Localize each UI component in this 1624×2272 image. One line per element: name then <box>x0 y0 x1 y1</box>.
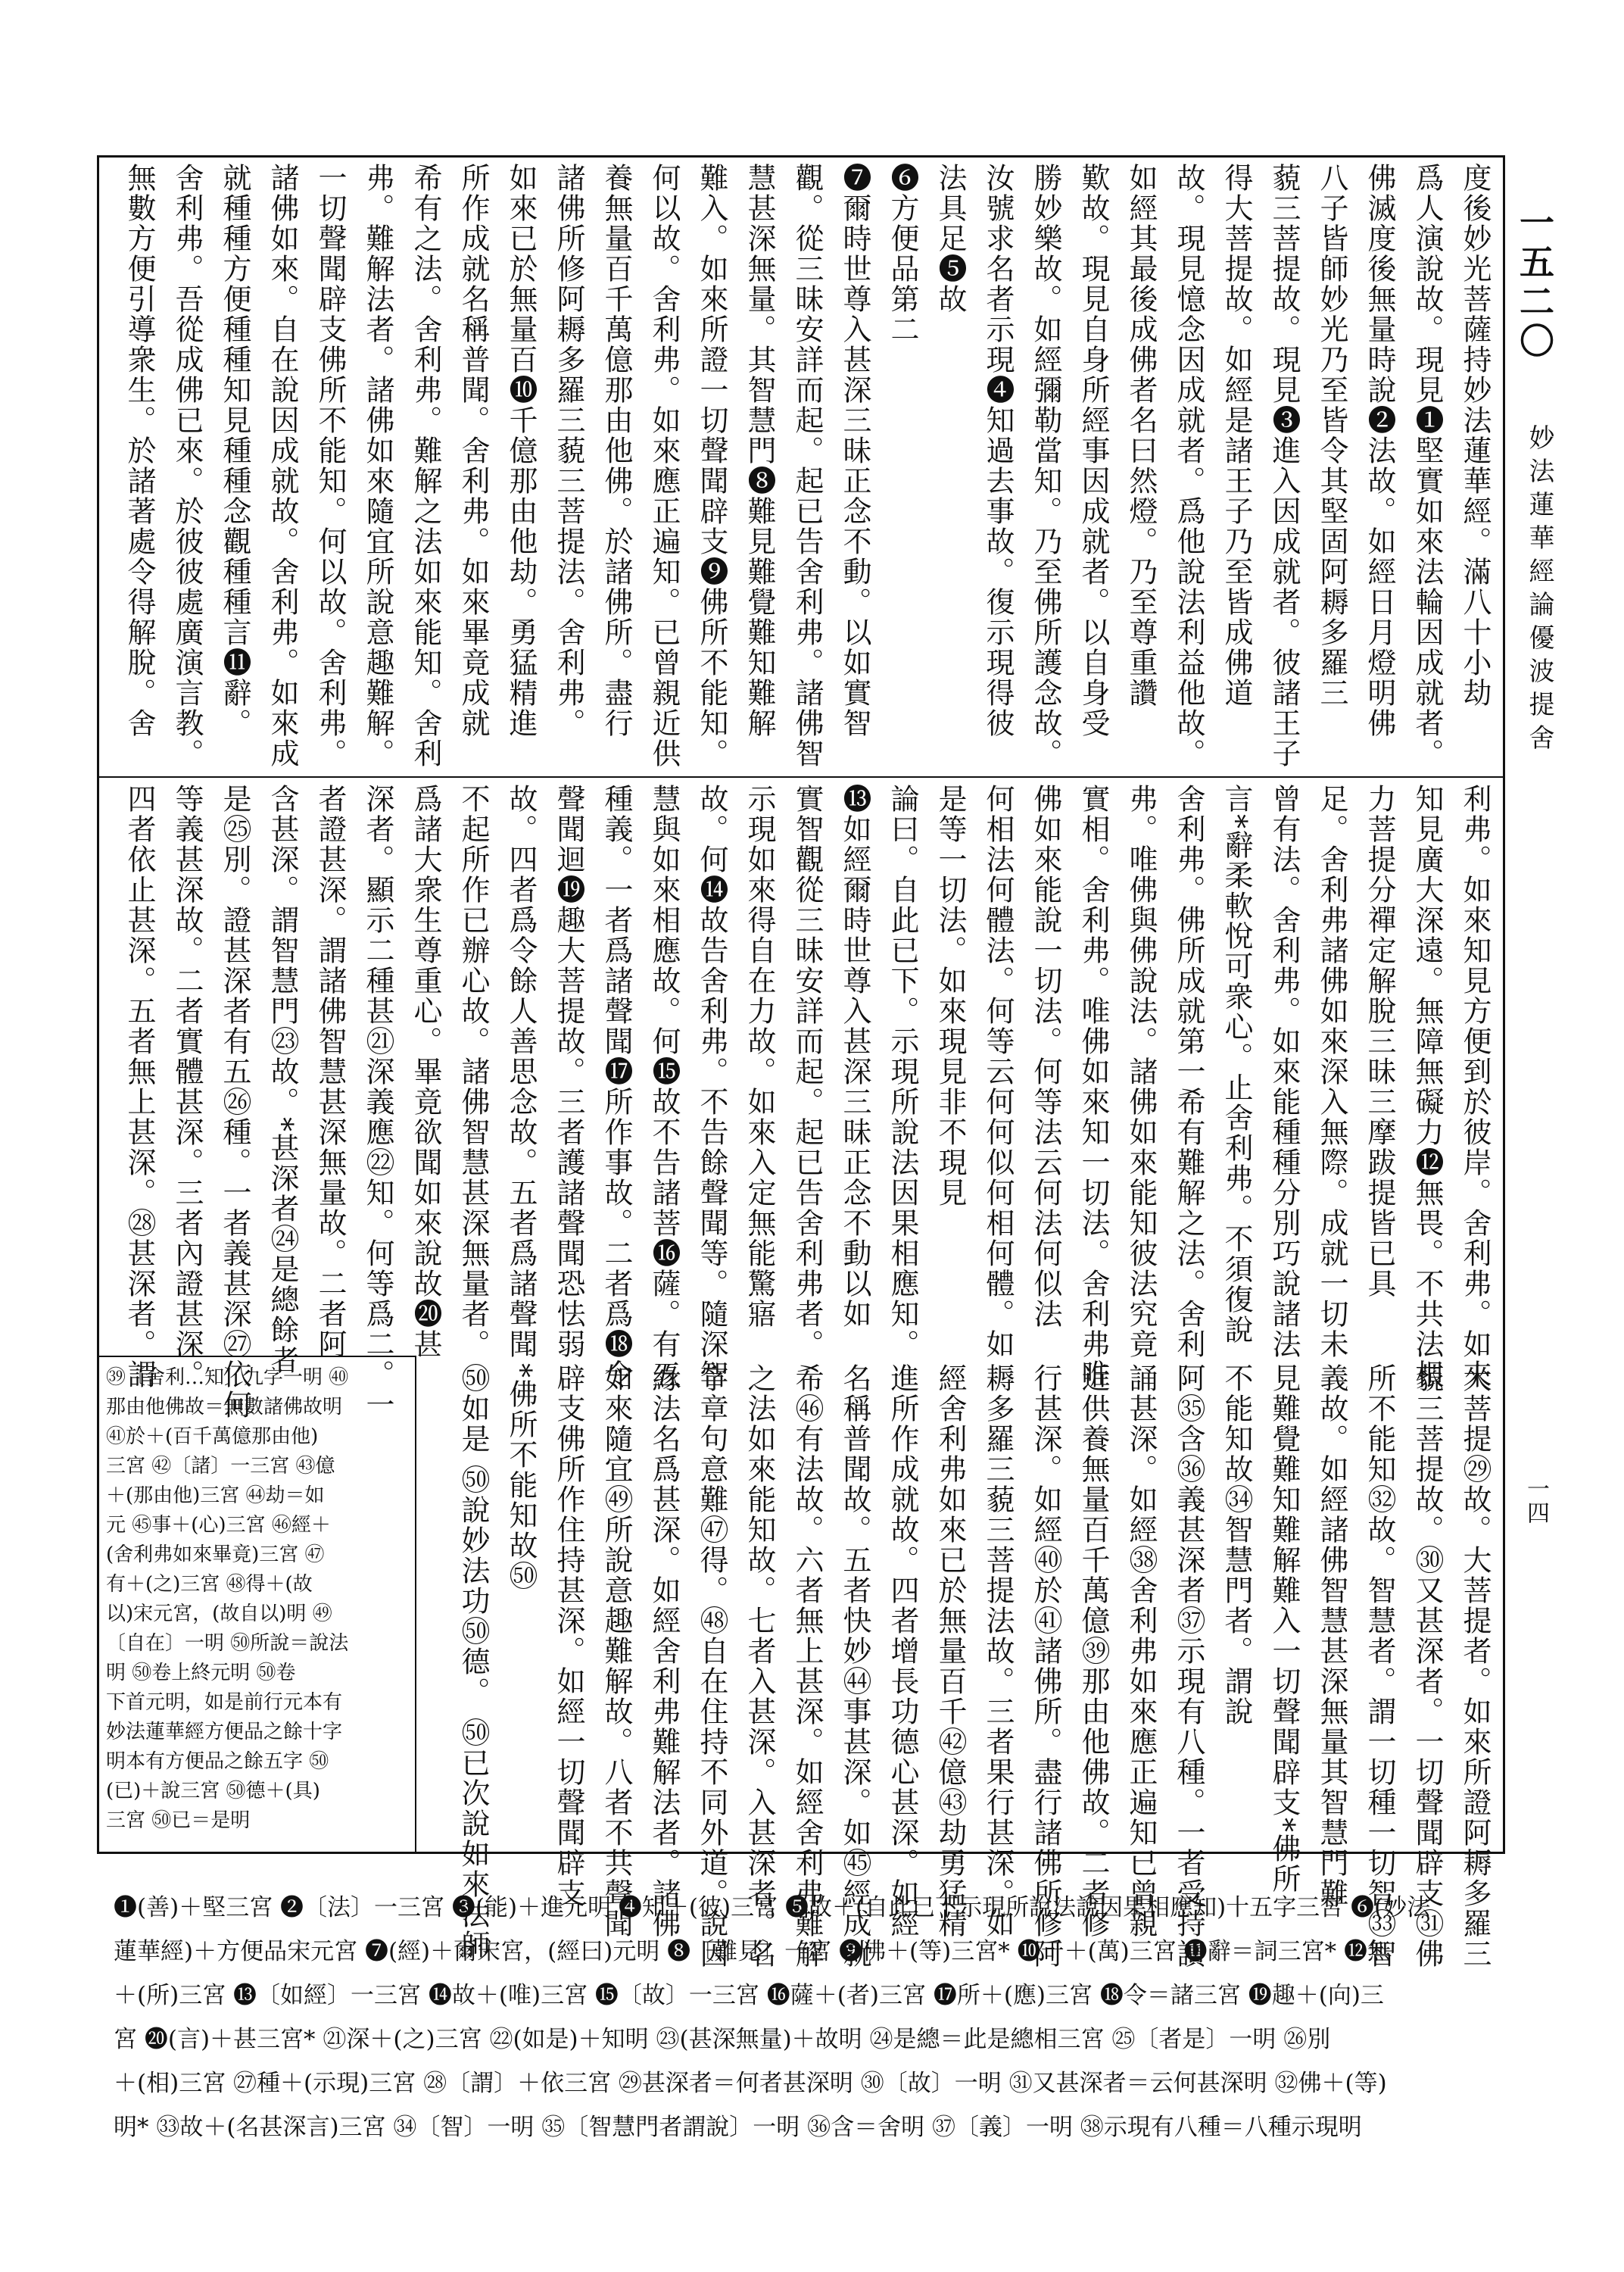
lower-columns-line: 阿㉟含㊱義甚深者㊲示現有八種。一者受持讀 <box>1172 1363 1205 1969</box>
bottom-notes <box>114 1886 1499 2149</box>
upper-columns-line: 故。現見憶念因成就者。爲他說法利益他故。 <box>1172 163 1205 769</box>
upper-columns-line: 弗。難解法者。諸佛如來隨宜所說意趣難解。 <box>361 163 394 769</box>
bottom-note-line: ＋(所)三宮 ⓭〔如經〕一三宮 ⓮故＋(唯)三宮 ⓯〔故〕一三宮 ⓰薩＋(者)三宮 ⓱所＋(應)三宮 ⓲令＝諸三宮 ⓳趣＋(向)三 <box>114 1982 1384 2009</box>
upper-columns-line: 得大菩提故。如經是諸王子乃至皆成佛道 <box>1220 163 1253 708</box>
left-note-line: ㊶於＋(百千萬億那由他) <box>106 1425 319 1448</box>
upper-columns-line: 難入。如來所證一切聲聞辟支❾佛所不能知。 <box>695 163 728 769</box>
lower-columns-line: ㊿如是 ㊿說妙法功㊿德。 ㊿已次說如來法師 <box>457 1363 490 1961</box>
middle-columns-line: 足。舍利弗諸佛如來深入無際。成就一切未 <box>1315 784 1348 1359</box>
middle-columns-line: 種義。一者爲諸聲聞⓱所作事故。二者爲⓲令 <box>600 784 633 1390</box>
upper-columns-line: 如來已於無量百❿千億那由他劫。勇猛精進 <box>504 163 538 738</box>
left-note-line: (舍利弗如來畢竟)三宮 ㊼ <box>106 1543 325 1566</box>
middle-columns-line: 曾有法。舍利弗。如來能種種分別巧說諸法 <box>1267 784 1301 1359</box>
middle-columns-line: 聲聞迴⓳趣大菩提故。三者護諸聲聞恐怯弱 <box>552 784 585 1359</box>
upper-columns-line: 如經其最後成佛者名曰然燈。乃至尊重讚 <box>1124 163 1158 708</box>
upper-columns-line: 諸佛所修阿耨多羅三藐三菩提法。舍利弗。 <box>552 163 585 738</box>
middle-columns-line: 深者。顯示二種甚㉑深義應㉒知。何等爲二。一 <box>361 784 394 1420</box>
bottom-note-line: 宮 ⓴(言)＋甚三宮* ㉑深＋(之)三宮 ㉒(如是)＋知明 ㉓(甚深無量)＋故明 ㉔是總＝此是總相三宮 ㉕〔者是〕一明 ㉖別 <box>114 2026 1331 2053</box>
upper-columns-line: 佛滅度後無量時說❷法故。如經日月燈明佛 <box>1363 163 1396 738</box>
middle-columns-line: 知見廣大深遠。無障無礙力⓬無畏。不共法根 <box>1410 784 1444 1390</box>
middle-columns-line: 是㉕別。證甚深者有五㉖種。一者義甚深㉗依何 <box>218 784 251 1420</box>
lower-columns-line: 行甚深。如經㊵於㊶諸佛所。盡行諸佛所修阿 <box>1029 1363 1062 1969</box>
upper-columns-line: 歎故。現見自身所經事因成就者。以自身受 <box>1077 163 1110 738</box>
left-note-line: 下首元明，如是前行元本有 <box>106 1691 343 1714</box>
bottom-note-line: 蓮華經)＋方便品宋元宮 ❼(經)＋爾宋宮，(經曰)元明 ❽〔難見〕一宮 ❾佛＋(等)三宮* ❿千＋(萬)三宮 ⓫辭＝詞三宮* ⓬無 <box>114 1938 1391 1965</box>
upper-columns-line: 一切聲聞辟支佛所不能知。何以故。舍利弗。 <box>313 163 347 769</box>
notes-divider <box>415 1356 416 1854</box>
page-number: 一五二〇 <box>1514 204 1555 362</box>
middle-columns-line: 言*辭柔軟悅可衆心。止舍利弗。不須復說 <box>1220 784 1253 1345</box>
left-note-line: ＋(那由他)三宮 ㊹劫＝如 <box>106 1484 325 1507</box>
lower-columns-line: 辟支佛所作住持甚深。如經一切聲聞辟支 <box>552 1363 585 1908</box>
middle-columns-line: 爲諸大衆生尊重心。畢竟欲聞如來說故⓴甚 <box>409 784 442 1359</box>
upper-columns-line: 藐三菩提故。現見❸進入因成就者。彼諸王子 <box>1267 163 1301 769</box>
left-note-line: 妙法蓮華經方便品之餘十字 <box>106 1721 343 1743</box>
left-note-line: 有＋(之)三宮 ㊽得＋(故 <box>106 1573 313 1596</box>
middle-columns-line: ⓭如經爾時世尊入甚深三昧正念不動以如 <box>838 784 871 1329</box>
left-note-line: 明 ㊿卷上終元明 ㊿卷 <box>106 1662 296 1684</box>
upper-columns-line: 何以故。舍利弗。如來應正遍知。已曾親近供 <box>647 163 681 769</box>
lower-columns-line: 不能知故㉞智慧門者。謂說 <box>1220 1363 1253 1727</box>
middle-columns-line: 故。四者爲令餘人善思念故。五者爲諸聲聞 <box>504 784 538 1359</box>
upper-columns-line: 舍利弗。吾從成佛已來。於彼彼處廣演言教。 <box>170 163 204 769</box>
lower-columns-line: *佛所不能知故㊿ <box>504 1363 538 1591</box>
upper-columns-line: 爲人演說故。現見❶堅實如來法輪因成就者。 <box>1410 163 1444 769</box>
lower-columns-line: 緣法名爲甚深。如經舍利弗難解法者。諸佛 <box>647 1363 681 1939</box>
upper-columns-line: 所作成就名稱普聞。舍利弗。如來畢竟成就 <box>457 163 490 738</box>
upper-columns-line: 養無量百千萬億那由他佛。於諸佛所。盡行 <box>600 163 633 738</box>
middle-columns-line: 何相法何體法。何等云何何似何相何體。如 <box>981 784 1015 1359</box>
middle-columns-line: 含甚深。謂智慧門㉓故。*甚深者㉔是總餘者 <box>266 784 299 1375</box>
lower-columns-line: 字章句意難㊼得。㊽自在住持不同外道。說因 <box>695 1363 728 1969</box>
upper-columns-line: ❼爾時世尊入甚深三昧正念不動。以如實智 <box>838 163 871 738</box>
middle-columns-line: 慧與如來相應故。何⓯故不告諸菩⓰薩。有五 <box>647 784 681 1390</box>
upper-columns-line: 度後妙光菩薩持妙法蓮華經。滿八十小劫 <box>1458 163 1492 708</box>
middle-columns-line: 實相。舍利弗。唯佛如來知一切法。舍利弗唯 <box>1077 784 1110 1390</box>
middle-columns-line: 弗。唯佛與佛說法。諸佛如來能知彼法究竟 <box>1124 784 1158 1359</box>
middle-columns-line: 力菩提分禪定解脫三昧三摩跋提皆已具 <box>1363 784 1396 1299</box>
lower-columns-line: 近供養無量百千萬億㊴那由他佛故。二者修 <box>1077 1363 1110 1939</box>
upper-columns-line: 法具足❺故 <box>934 163 967 314</box>
middle-columns-line: 舍利弗。佛所成就第一希有難解之法。舍利 <box>1172 784 1205 1359</box>
middle-columns-line: 故。何⓮故告舍利弗。不告餘聲聞等。隨深智 <box>695 784 728 1390</box>
middle-columns-line: 實智觀從三昧安詳而起。起已告舍利弗者。 <box>790 784 824 1359</box>
section-divider <box>97 776 1505 778</box>
bottom-note-line: 明* ㉝故＋(名甚深言)三宮 ㉞〔智〕一明 ㉟〔智慧門者謂說〕一明 ㊱含＝舍明 ㊲〔義〕一明 ㊳示現有八種＝八種示現明 <box>114 2114 1362 2141</box>
upper-columns-line: 希有之法。舍利弗。難解之法如來能知。舍利 <box>409 163 442 769</box>
left-note-line: 那由他佛故＝無數諸佛故明 <box>106 1396 343 1418</box>
upper-columns-line: 就種種方便種種知見種種念觀種種言⓫辭。 <box>218 163 251 738</box>
left-notes-block <box>106 1363 409 1848</box>
middle-columns-line: 示現如來得自在力故。如來入定無能驚寤 <box>743 784 776 1329</box>
upper-text-block <box>106 163 1499 769</box>
lower-columns-line: 之法如來能知故。七者入甚深。入甚深者。名 <box>743 1363 776 1969</box>
upper-columns-line: 勝妙樂故。如經彌勒當知。乃至佛所護念故。 <box>1029 163 1062 769</box>
lower-columns-line: 名稱普聞故。五者快妙㊹事甚深。如㊺經成就 <box>838 1363 871 1969</box>
middle-columns-line: 是等一切法。如來現見非不現見 <box>934 784 967 1208</box>
bottom-note-line: ＋(相)三宮 ㉗種＋(示現)三宮 ㉘〔謂〕＋依三宮 ㉙甚深者＝何者甚深明 ㉚〔故〕一明 ㉛又甚深者＝云何甚深明 ㉜佛＋(等) <box>114 2070 1387 2097</box>
middle-columns-line: 佛如來能說一切法。何等法云何法何似法 <box>1029 784 1062 1329</box>
upper-columns-line: 慧甚深無量。其智慧門❽難見難覺難知難解 <box>743 163 776 738</box>
middle-columns-line: 不起所作已辦心故。諸佛智慧甚深無量者。 <box>457 784 490 1359</box>
lower-columns-line: 如來隨宜㊾所說意趣難解故。八者不共聲聞 <box>600 1363 633 1939</box>
upper-columns-line: 觀。從三昧安詳而起。起已告舍利弗。諸佛智 <box>790 163 824 769</box>
upper-columns-line: 八子皆師妙光乃至皆令其堅固阿耨多羅三 <box>1315 163 1348 708</box>
left-note-line: 三宮 ㊷〔諸〕一三宮 ㊸億 <box>106 1455 335 1478</box>
lower-columns-line: 經舍利弗如來已於無量百千㊷億㊸劫勇猛精 <box>934 1363 967 1939</box>
left-note-line: 以)宋元宮，(故自以)明 ㊾ <box>106 1603 332 1625</box>
lower-columns-line: 耨多羅三藐三菩提法故。三者果行甚深。如 <box>981 1363 1015 1939</box>
lower-columns-line: 見難覺難知難解難入一切聲聞辟支*佛所 <box>1267 1363 1301 1894</box>
book-title: 妙法蓮華經論優波提舍 <box>1524 424 1554 757</box>
middle-columns-line: 者證甚深。謂諸佛智慧甚深無量故。二者阿 <box>313 784 347 1359</box>
lower-columns-line: 希㊻有法故。六者無上甚深。如經舍利弗難解 <box>790 1363 824 1969</box>
middle-columns-line: 論曰。自此已下。示現所說法因果相應知。 <box>886 784 919 1359</box>
lower-columns-line: 所不能知㉜故。智慧者。謂一切種一切智㉝智 <box>1363 1363 1396 1969</box>
bottom-note-line: ❶(善)＋堅三宮 ❷〔法〕一三宮 ❸(能)＋進元明 ❹知＋(彼)三宮 ❺故＋(自此已下示現所說法說因果相應知)十五字三宮 ❻(妙法 <box>114 1894 1431 1921</box>
side-page-marker: 一四 <box>1523 1477 1549 1525</box>
left-note-line: ㊴〔舍利…知〕九字一明 ㊵ <box>106 1366 349 1389</box>
middle-columns-line: 等義甚深故。二者實體甚深。三者內證甚深。 <box>170 784 204 1390</box>
lower-columns-line: 誦甚深。如經㊳舍利弗如來應正遍知已曾親 <box>1124 1363 1158 1939</box>
lower-columns-line: 進所作成就故。四者增長功德心甚深。如經 <box>886 1363 919 1939</box>
left-note-line: 明本有方便品之餘五字 ㊿ <box>106 1750 329 1773</box>
lower-columns-line: 義故。如經諸佛智慧甚深無量其智慧門難 <box>1315 1363 1348 1908</box>
left-note-line: 〔自在〕一明 ㊿所說＝說法 <box>106 1632 349 1655</box>
upper-columns-line: 諸佛如來。自在說因成就故。舍利弗。如來成 <box>266 163 299 769</box>
left-note-line: (已)＋說三宮 ㊿德＋(具) <box>106 1780 320 1802</box>
middle-columns-line: 四者依止甚深。五者無上甚深。㉘甚深者。謂 <box>123 784 156 1390</box>
left-note-line: 三宮 ㊿已＝是明 <box>106 1809 251 1832</box>
left-note-line: 元 ㊺事＋(心)三宮 ㊻經＋ <box>106 1514 331 1537</box>
upper-columns-line: 無數方便引導衆生。於諸著處令得解脫。舍 <box>123 163 156 738</box>
middle-columns-line: 利弗。如來知見方便到於彼岸。舍利弗。如來 <box>1458 784 1492 1390</box>
upper-columns-line: ❻方便品第二 <box>886 163 919 345</box>
lower-columns-line: 大菩提㉙故。大菩提者。如來所證阿耨多羅三 <box>1458 1363 1492 1969</box>
lower-columns-line: 藐三菩提故。㉚又甚深者。一切聲聞辟支㉛佛 <box>1410 1363 1444 1969</box>
upper-columns-line: 汝號求名者示現❹知過去事故。復示現得彼 <box>981 163 1015 738</box>
